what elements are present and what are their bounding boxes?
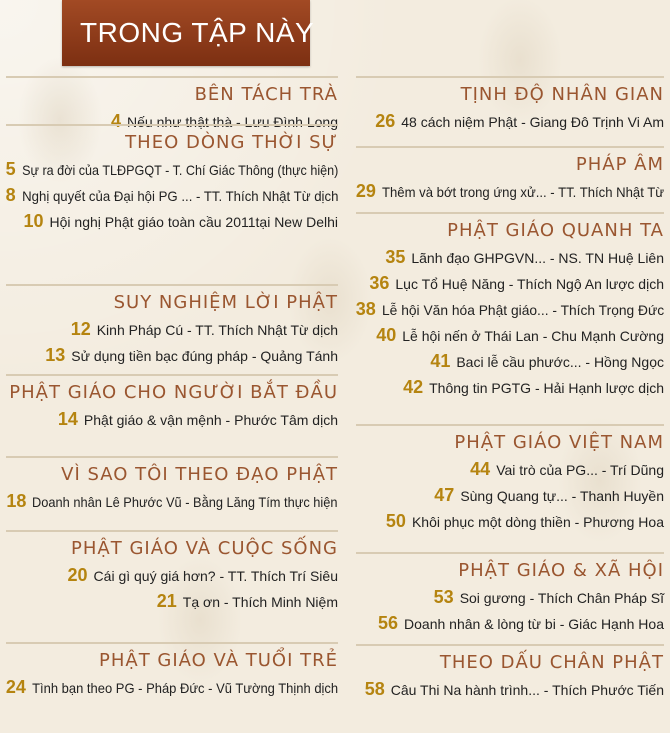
toc-section (356, 76, 664, 134)
article-title: Sử dụng tiền bạc đúng pháp - Quảng Tánh (71, 348, 338, 364)
toc-entry[interactable] (6, 342, 338, 368)
page-number: 38 (355, 299, 376, 319)
toc-section (6, 456, 338, 514)
toc-entry[interactable] (6, 316, 338, 342)
page-number: 42 (403, 377, 424, 397)
toc-entry[interactable] (356, 610, 664, 636)
page-number: 40 (376, 325, 397, 345)
toc-entry[interactable] (6, 562, 338, 588)
toc-entry[interactable] (6, 588, 338, 614)
toc-entry[interactable] (356, 508, 664, 534)
toc-section (356, 644, 664, 702)
section-title: PHẬT GIÁO CHO NGƯỜI BẮT ĐẦU (9, 382, 338, 403)
page-number: 21 (156, 591, 177, 611)
toc-entry[interactable] (356, 456, 664, 482)
toc-entry[interactable] (356, 296, 664, 322)
page-number: 29 (355, 181, 376, 201)
toc-entry[interactable] (6, 182, 338, 208)
page-number: 44 (470, 459, 491, 479)
article-title: Thêm và bớt trong ứng xử... - TT. Thích Nhật Từ (381, 184, 664, 200)
toc-section (356, 424, 664, 534)
page-number: 13 (45, 345, 66, 365)
article-title: Tạ ơn - Thích Minh Niệm (182, 594, 338, 610)
article-title: Sùng Quang tự... - Thanh Huyền (460, 488, 664, 504)
page-number: 10 (23, 211, 44, 231)
page-number: 18 (6, 491, 27, 511)
section-title: BÊN TÁCH TRÀ (194, 84, 338, 105)
article-title: Phật giáo & vận mệnh - Phước Tâm dịch (83, 412, 338, 428)
article-title: Lục Tổ Huệ Năng - Thích Ngộ An lược dịch (395, 276, 664, 292)
section-title: PHẬT GIÁO VÀ CUỘC SỐNG (71, 538, 338, 559)
toc-section (356, 146, 664, 204)
page-number: 12 (70, 319, 91, 339)
article-title: Kinh Pháp Cú - TT. Thích Nhật Từ dịch (96, 322, 338, 338)
toc-entry[interactable] (356, 584, 664, 610)
article-title: Câu Thi Na hành trình... - Thích Phước Tiến (390, 682, 664, 698)
toc-entry[interactable] (356, 322, 664, 348)
toc-section (356, 552, 664, 636)
toc-entry[interactable] (356, 178, 664, 204)
toc-entry[interactable] (356, 374, 664, 400)
section-title: PHẬT GIÁO VIỆT NAM (454, 432, 664, 453)
section-title: TỊNH ĐỘ NHÂN GIAN (460, 84, 664, 105)
article-title: Nghị quyết của Đại hội PG ... - TT. Thích Nhật Từ dịch (21, 188, 338, 204)
toc-section (6, 642, 338, 700)
article-title: Hội nghị Phật giáo toàn cầu 2011tại New Delhi (49, 214, 338, 230)
article-title: Thông tin PGTG - Hải Hạnh lược dịch (429, 380, 664, 396)
toc-entry[interactable] (356, 108, 664, 134)
page-number: 26 (375, 111, 396, 131)
section-title: THEO DÒNG THỜI SỰ (125, 132, 338, 153)
section-title: PHẬT GIÁO QUANH TA (447, 220, 664, 241)
article-title: Sự ra đời của TLĐPGQT - T. Chí Giác Thông (thực hiện) (21, 162, 338, 178)
page-number: 47 (434, 485, 455, 505)
toc-section (356, 212, 664, 400)
toc-entry[interactable] (6, 488, 338, 514)
section-title: PHẬT GIÁO VÀ TUỔI TRẺ (98, 650, 338, 671)
page-number: 5 (5, 159, 16, 179)
page-number: 4 (110, 111, 121, 131)
page-number: 41 (430, 351, 451, 371)
page-number: 20 (67, 565, 88, 585)
toc-section (6, 374, 338, 432)
toc-entry[interactable] (356, 676, 664, 702)
toc-section (6, 284, 338, 368)
page-number: 53 (433, 587, 454, 607)
article-title: Lễ hội Văn hóa Phật giáo... - Thích Trọng Đức (381, 302, 664, 318)
article-title: Baci lễ cầu phước... - Hồng Ngọc (456, 354, 664, 370)
section-title: PHÁP ÂM (575, 154, 664, 175)
page-number: 56 (377, 613, 399, 633)
page-number: 50 (385, 511, 406, 531)
section-title: THEO DẤU CHÂN PHẬT (439, 652, 664, 673)
section-title: PHẬT GIÁO & XÃ HỘI (458, 560, 664, 581)
article-title: Soi gương - Thích Chân Pháp Sĩ (459, 590, 664, 606)
article-title: Lễ hội nến ở Thái Lan - Chu Mạnh Cường (402, 328, 664, 344)
toc-entry[interactable] (6, 156, 338, 182)
page-number: 58 (364, 679, 385, 699)
article-title: Doanh nhân & lòng từ bi - Giác Hạnh Hoa (404, 616, 664, 632)
toc-section (6, 530, 338, 614)
article-title: Cái gì quý giá hơn? - TT. Thích Trí Siêu (93, 568, 338, 584)
toc-entry[interactable] (6, 406, 338, 432)
page-number: 14 (57, 409, 78, 429)
toc-entry[interactable] (356, 348, 664, 374)
toc-entry[interactable] (6, 208, 338, 234)
section-title: SUY NGHIỆM LỜI PHẬT (113, 292, 338, 313)
page-number: 8 (5, 185, 16, 205)
article-title: Nếu như thật thà - Lưu Đình Long (127, 114, 338, 130)
page-number: 24 (5, 677, 26, 697)
article-title: Vai trò của PG... - Trí Dũng (496, 462, 664, 478)
toc-entry[interactable] (356, 270, 664, 296)
toc-entry[interactable] (356, 482, 664, 508)
article-title: Doanh nhân Lê Phước Vũ - Bằng Lăng Tím thực hiện (32, 494, 338, 510)
page-number: 35 (385, 247, 406, 267)
article-title: Khôi phục một dòng thiền - Phương Hoa (411, 514, 664, 530)
toc-entry[interactable] (356, 244, 664, 270)
toc-section (6, 124, 338, 234)
page-number: 36 (369, 273, 390, 293)
section-title: VÌ SAO TÔI THEO ĐẠO PHẬT (61, 464, 338, 485)
page-title: TRONG TẬP NÀY (62, 0, 310, 66)
article-title: 48 cách niệm Phật - Giang Đô Trịnh Vi Am (401, 114, 664, 130)
article-title: Lãnh đạo GHPGVN... - NS. TN Huệ Liên (411, 250, 664, 266)
toc-entry[interactable] (6, 674, 338, 700)
article-title: Tình bạn theo PG - Pháp Đức - Vũ Tường Thịnh dịch (31, 680, 338, 696)
